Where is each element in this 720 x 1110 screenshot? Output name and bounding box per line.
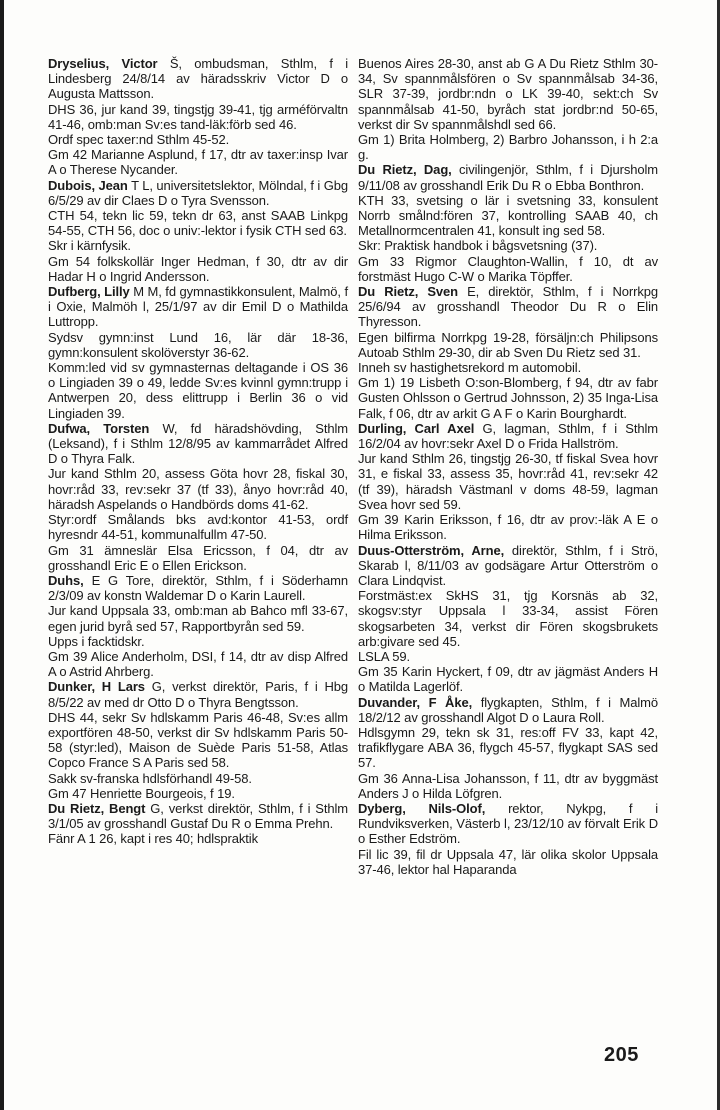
entry-headword: Dyberg, Nils-Olof,: [358, 800, 486, 816]
entry-paragraph: [48, 831, 348, 846]
entry-text: Gm 39 Alice Anderholm, DSI, f 14, dtr av disp Alfred A o Astrid Ahrberg.: [48, 648, 348, 680]
entry-text: LSLA 59.: [358, 648, 410, 664]
entry-text: Jur kand Sthlm 20, assess Göta hovr 28, fiskal 30, hovr:råd 33, rev:sekr 37 (tf 33), ånyo hovr:råd 40, häradsh Aspelands o Handbörds doms 41-62.: [48, 466, 348, 512]
entry-first-line: [358, 284, 658, 330]
biography-entry: [358, 543, 658, 695]
entry-headword: Dunker, H Lars: [48, 679, 145, 695]
entry-paragraph: [48, 102, 348, 132]
biography-entry: [358, 162, 658, 284]
entry-text: Sakk sv-franska hdlsförhandl 49-58.: [48, 770, 252, 786]
entry-text: civilingenjör, Sthlm, f i Djursholm 9/11/08 av grosshandl Erik Du R o Ebba Bonthron.: [358, 162, 658, 193]
entry-text: Gm 1) 19 Lisbeth O:son-Blomberg, f 94, dtr av fabr Gusten Ohlsson o Gertrud Johnsson, 2) 35 Inga-Lisa Falk, f 06, dtr av arkit G A F o Karin Bourghardt.: [358, 375, 658, 421]
entry-paragraph: [358, 588, 658, 649]
entry-text: Buenos Aires 28-30, anst ab G A Du Rietz Sthlm 30-34, Sv spannmålsfören o Sv spannmålsab 34-36, SLR 37-39, jordbr:ndn o LK 39-40, sekt:ch Sv spannmålsab 41-50, byråch stat jordbr:nd 50-65, verkst dir Sv spannmålshdl sed 66.: [358, 56, 658, 132]
entry-headword: Durling, Carl Axel: [358, 420, 475, 436]
entry-text: G, verkst direktör, Paris, f i Hbg 8/5/22 av med dr Otto D o Thyra Bengtsson.: [48, 679, 349, 710]
entry-text: Jur kand Uppsala 33, omb:man ab Bahco mfl 33-67, egen jurid byrå sed 57, Rapportbyrån sed 59.: [48, 603, 348, 634]
entry-text: T L, universitetslektor, Mölndal, f i Gbg 6/5/29 av dir Claes D o Tyra Svensson.: [48, 177, 348, 208]
entry-paragraph: [358, 771, 658, 801]
entry-text: Gm 47 Henriette Bourgeois, f 19.: [48, 785, 235, 801]
entry-text: W, fd häradshövding, Sthlm (Leksand), f i Sthlm 12/8/95 av kammarrådet Alfred D o Thyra Falk.: [48, 420, 349, 467]
biography-entry: [48, 679, 348, 801]
entry-text: E, direktör, Sthlm, f i Norrkpg 25/6/94 av grosshandl Theodor Du R o Elin Thyresson.: [358, 284, 658, 330]
entry-paragraph: [48, 254, 348, 284]
entry-text: rektor, Nykpg, f i Rundviksverken, Västerb l, 23/12/10 av förvalt Erik D o Esther Edström.: [358, 800, 658, 847]
page-edge-left: [0, 0, 4, 1110]
entry-first-line: [358, 801, 658, 847]
entry-paragraph: [358, 254, 658, 284]
entry-text: Gm 35 Karin Hyckert, f 09, dtr av jägmäst Anders H o Matilda Lagerlöf.: [358, 664, 658, 695]
entry-text: Gm 31 ämneslär Elsa Ericsson, f 04, dtr av grosshandl Eric E o Ellen Erickson.: [48, 542, 348, 573]
entry-text: Egen bilfirma Norrkpg 19-28, försäljn:ch Philipsons Autoab Sthlm 29-30, dir ab Sven Du Rietz sed 31.: [358, 329, 658, 360]
entry-text: Forstmäst:ex SkHS 31, tjg Korsnäs ab 32, skogsv:styr Uppsala l 33-34, assist Fören skogsarbeten 34, verkst dir Fören skogsbrukets arb:givare sed 45.: [358, 588, 658, 649]
entry-paragraph: [48, 786, 348, 801]
left-column: [48, 56, 348, 847]
entry-headword: Du Rietz, Dag,: [358, 162, 452, 178]
entry-text: DHS 44, sekr Sv hdlskamm Paris 46-48, Sv:es allm exportfören 48-50, verkst dir Sv hdlskamm Paris 50-58 (styr:led), Maison de Suède Paris 51-58, Atlas Copco France S A Paris sed 58.: [48, 709, 348, 771]
entry-first-line: [358, 421, 658, 451]
entry-text: Styr:ordf Smålands bks avd:kontor 41-53, ordf hyresndr 44-51, kommunalfullm 47-50.: [48, 512, 348, 543]
entry-paragraph: [358, 132, 658, 162]
entry-first-line: [48, 573, 348, 603]
entry-text: Gm 1) Brita Holmberg, 2) Barbro Johansson, i h 2:a g.: [358, 132, 658, 163]
entry-paragraph: [48, 649, 348, 679]
entry-paragraph: [48, 330, 348, 360]
entry-first-line: [48, 178, 348, 208]
entry-text: Inneh sv hastighetsrekord m automobil.: [358, 360, 582, 376]
entry-first-line: [358, 695, 658, 725]
entry-headword: Dryselius, Victor: [48, 56, 158, 71]
entry-paragraph: [358, 193, 658, 239]
entry-text: KTH 33, svetsing o lär i svetsning 33, konsulent Norrb smålnd:fören 37, kontrolling SAAB 40, ch Metallnormcentralen 41, konsult ing sed 58.: [358, 192, 658, 239]
entry-first-line: [358, 162, 658, 192]
entry-text: Gm 39 Karin Eriksson, f 16, dtr av prov:-läk A E o Hilma Eriksson.: [358, 512, 658, 543]
entry-text: CTH 54, tekn lic 59, tekn dr 63, anst SAAB Linkpg 54-55, CTH 56, doc o univ:-lektor i fysik CTH sed 63.: [48, 208, 348, 239]
biography-entry: [358, 801, 658, 877]
entry-headword: Dufberg, Lilly: [48, 284, 130, 300]
entry-paragraph: [358, 330, 658, 360]
page-number: 205: [604, 1044, 639, 1066]
entry-text: Gm 54 folkskollär Inger Hedman, f 30, dtr av dir Hadar H o Ingrid Andersson.: [48, 253, 348, 284]
entry-paragraph: [48, 710, 348, 771]
entry-paragraph: [358, 649, 658, 664]
entry-paragraph: [358, 725, 658, 771]
entry-text: Upps i facktidskr.: [48, 633, 145, 649]
entry-text: Gm 33 Rigmor Claughton-Wallin, f 10, dt av forstmäst Hugo C-W o Marika Töpffer.: [358, 253, 658, 284]
entry-text: Ordf spec taxer:nd Sthlm 45-52.: [48, 132, 230, 148]
entry-paragraph: [48, 132, 348, 147]
entry-first-line: [358, 56, 658, 132]
entry-text: Skr: Praktisk handbok i bågsvetsning (37).: [358, 238, 598, 254]
entry-text: G, verkst direktör, Sthlm, f i Sthlm 3/1/05 av grosshandl Gustaf Du R o Emma Prehn.: [48, 800, 349, 832]
entry-headword: Dufwa, Torsten: [48, 420, 150, 436]
entry-first-line: [48, 801, 348, 831]
entry-headword: Duvander, F Åke,: [358, 694, 473, 710]
entry-text: Fänr A 1 26, kapt i res 40; hdlspraktik: [48, 831, 258, 847]
entry-text: M M, fd gymnastikkonsulent, Malmö, f i Oxie, Malmöh l, 25/1/97 av dir Emil D o Mathilda Luttropp.: [48, 284, 348, 330]
entry-text: Sydsv gymn:inst Lund 16, lär där 18-36, gymn:konsulent skolöverstyr 36-62.: [48, 329, 348, 360]
entry-text: Fil lic 39, fil dr Uppsala 47, lär olika skolor Uppsala 37-46, lektor hal Haparanda: [358, 846, 658, 877]
entry-headword: Duhs,: [48, 572, 84, 588]
entry-headword: Duus-Otterström, Arne,: [358, 542, 505, 558]
entry-text: G, lagman, Sthlm, f i Sthlm 16/2/04 av hovr:sekr Axel D o Frida Hallström.: [358, 420, 659, 452]
entry-paragraph: [48, 208, 348, 238]
biography-entry: [48, 573, 348, 679]
entry-text: Gm 36 Anna-Lisa Johansson, f 11, dtr av byggmäst Anders J o Hilda Löfgren.: [358, 770, 658, 801]
entry-headword: Du Rietz, Bengt: [48, 800, 146, 816]
biography-entry: [48, 801, 348, 847]
biography-entry: [358, 421, 658, 543]
entry-text: Komm:led vid sv gymnasternas deltagande i OS 36 o Lingiaden 39 o 49, ledde Sv:es kvinnl gymn:trupp i Antwerpen 20, dess elittrupp i Berlin 36 o vid Lingiaden 39.: [48, 360, 348, 421]
entry-paragraph: [48, 603, 348, 633]
entry-first-line: [48, 56, 348, 102]
entry-headword: Dubois, Jean: [48, 177, 128, 193]
entry-paragraph: [48, 238, 348, 253]
entry-paragraph: [48, 147, 348, 177]
entry-text: Š, ombudsman, Sthlm, f i Lindesberg 24/8/14 av häradsskriv Victor D o Augusta Mattsson.: [48, 56, 348, 102]
entry-text: Hdlsgymn 29, tekn sk 31, res:off FV 33, kapt 42, trafikflygare ABA 36, flygch 45-57, flygkapt SAS sed 57.: [358, 724, 658, 771]
biography-entry: [358, 284, 658, 421]
entry-paragraph: [358, 847, 658, 877]
entry-text: direktör, Sthlm, f i Strö, Skarab l, 8/11/03 av godsägare Artur Otterström o Clara Lindqvist.: [358, 542, 659, 588]
entry-paragraph: [358, 375, 658, 421]
entry-text: DHS 36, jur kand 39, tingstjg 39-41, tjg arméförvaltn 41-46, omb:man Sv:es tand-läk:förb sed 46.: [48, 101, 348, 132]
entry-paragraph: [48, 771, 348, 786]
entry-text: Jur kand Sthlm 26, tingstjg 26-30, tf fiskal Svea hovr 31, e fiskal 33, assess 35, hovr:råd 41, rev:sekr 42 (tf 39), häradsh Västmanl v doms 48-59, lagman Svea hovr sed 59.: [358, 451, 658, 512]
entry-headword: Du Rietz, Sven: [358, 284, 459, 300]
biography-entry: [358, 695, 658, 801]
entry-first-line: [48, 284, 348, 330]
entry-text: E G Tore, direktör, Sthlm, f i Söderhamn 2/3/09 av konstn Waldemar D o Karin Laurell.: [48, 572, 348, 604]
entry-text: Gm 42 Marianne Asplund, f 17, dtr av taxer:insp Ivar A o Therese Nycander.: [48, 147, 348, 178]
entry-paragraph: [48, 512, 348, 542]
entry-paragraph: [358, 360, 658, 375]
entry-paragraph: [48, 360, 348, 421]
entry-paragraph: [358, 238, 658, 253]
entry-first-line: [48, 679, 348, 709]
entry-paragraph: [48, 466, 348, 512]
entry-paragraph: [358, 664, 658, 694]
biography-entry: [48, 421, 348, 573]
biography-entry: [48, 284, 348, 421]
entry-paragraph: [358, 512, 658, 542]
entry-paragraph: [358, 451, 658, 512]
entry-paragraph: [48, 634, 348, 649]
biography-entry: [358, 56, 658, 162]
entry-first-line: [48, 421, 348, 467]
right-column: [358, 56, 658, 877]
entry-paragraph: [48, 543, 348, 573]
entry-text: flygkapten, Sthlm, f i Malmö 18/2/12 av grosshandl Algot D o Laura Roll.: [358, 694, 658, 725]
entry-first-line: [358, 543, 658, 589]
biography-entry: [48, 56, 348, 178]
entry-text: Skr i kärnfysik.: [48, 238, 131, 254]
biography-entry: [48, 178, 348, 284]
